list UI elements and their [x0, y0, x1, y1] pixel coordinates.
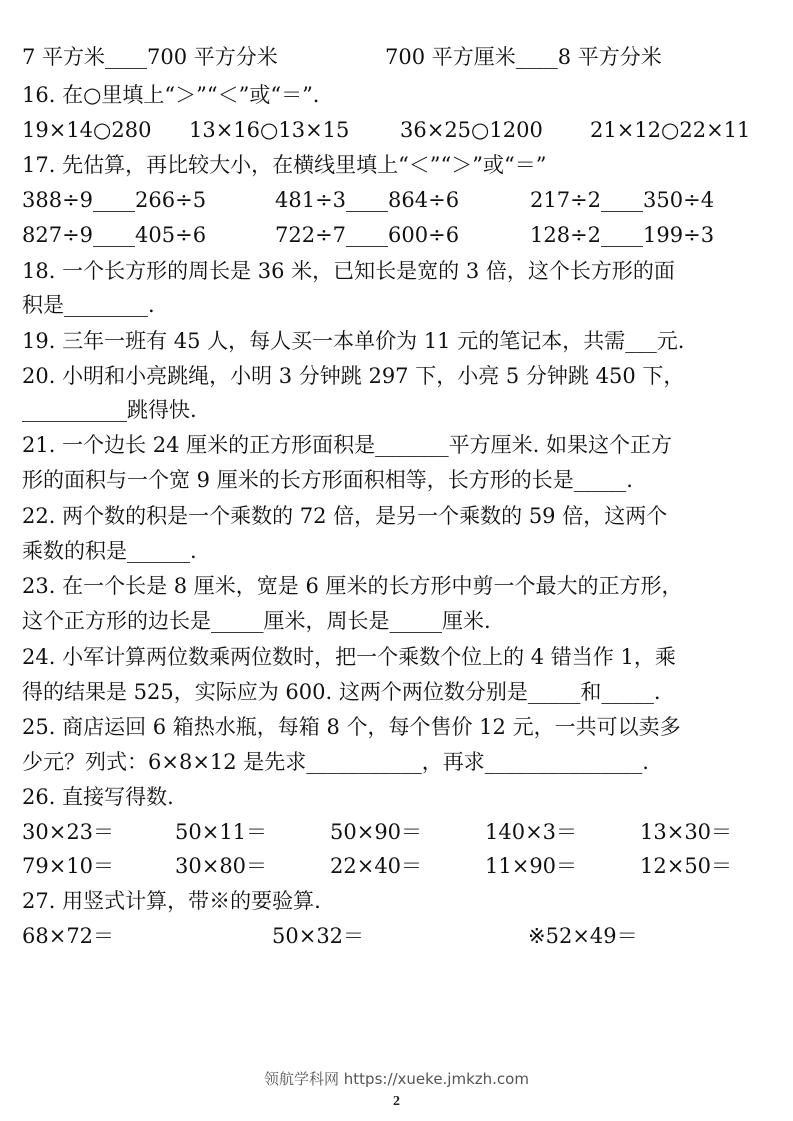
- q22-line2: 乘数的积是______.: [22, 539, 197, 563]
- q26-item: 140×3＝: [485, 820, 578, 844]
- watermark-url: 领航学科网 https://xueke.jmkzh.com: [264, 1070, 529, 1088]
- q17-item: 722÷7____600÷6: [275, 223, 460, 247]
- q26-item: 79×10＝: [22, 854, 115, 878]
- q17-item: 217÷2____350÷4: [530, 188, 715, 212]
- q21-line1: 21. 一个边长 24 厘米的正方形面积是_______平方厘米. 如果这个正方: [22, 433, 672, 457]
- q17-item: 128÷2____199÷3: [530, 223, 715, 247]
- q25-line2: 少元？列式：6×8×12 是先求___________，再求_______________.: [22, 750, 649, 774]
- q26-item: 22×40＝: [330, 854, 423, 878]
- q22-line1: 22. 两个数的积是一个乘数的 72 倍，是另一个乘数的 59 倍，这两个: [22, 504, 668, 528]
- q17-title: 17. 先估算，再比较大小，在横线里填上“＜”“＞”或“＝”: [22, 153, 547, 177]
- q17-item: 827÷9____405÷6: [22, 223, 207, 247]
- q27-item: 50×32＝: [272, 924, 365, 948]
- q23-line2: 这个正方形的边长是_____厘米，周长是_____厘米.: [22, 609, 491, 633]
- q16-item: 13×16○13×15: [189, 118, 350, 142]
- q26-item: 12×50＝: [640, 854, 733, 878]
- q20-line2: __________跳得快.: [22, 398, 197, 422]
- q16-item: 19×14○280: [22, 118, 152, 142]
- q15-left: 7 平方米____700 平方分米: [22, 45, 278, 69]
- q26-item: 13×30＝: [640, 820, 733, 844]
- q26-item: 30×23＝: [22, 820, 115, 844]
- q26-item: 11×90＝: [485, 854, 578, 878]
- q20-line1: 20. 小明和小亮跳绳，小明 3 分钟跳 297 下，小亮 5 分钟跳 450 下，: [22, 364, 685, 388]
- q27-item: 68×72＝: [22, 924, 115, 948]
- q27-title: 27. 用竖式计算，带※的要验算.: [22, 889, 321, 913]
- q26-item: 50×90＝: [330, 820, 423, 844]
- q18-line1: 18. 一个长方形的周长是 36 米，已知长是宽的 3 倍，这个长方形的面: [22, 259, 675, 283]
- q26-item: 50×11＝: [175, 820, 268, 844]
- q21-line2: 形的面积与一个宽 9 厘米的长方形面积相等，长方形的长是_____.: [22, 468, 633, 492]
- q16-title: 16. 在○里填上“＞”“＜”或“＝”.: [22, 83, 320, 107]
- q19-line1: 19. 三年一班有 45 人，每人买一本单价为 11 元的笔记本，共需___元.: [22, 329, 685, 353]
- q17-item: 388÷9____266÷5: [22, 188, 207, 212]
- q24-line1: 24. 小军计算两位数乘两位数时，把一个乘数个位上的 4 错当作 1，乘: [22, 645, 676, 669]
- q16-item: 36×25○1200: [400, 118, 543, 142]
- q18-line2: 积是________.: [22, 293, 155, 317]
- q25-line1: 25. 商店运回 6 箱热水瓶，每箱 8 个，每个售价 12 元，一共可以卖多: [22, 715, 681, 739]
- q16-item: 21×12○22×11: [590, 118, 751, 142]
- q15-right: 700 平方厘米____8 平方分米: [385, 45, 662, 69]
- q27-item: ※52×49＝: [528, 924, 638, 948]
- q17-item: 481÷3____864÷6: [275, 188, 460, 212]
- q24-line2: 得的结果是 525，实际应为 600. 这两个两位数分别是_____和_____.: [22, 680, 661, 704]
- q26-title: 26. 直接写得数.: [22, 785, 174, 809]
- page-number: 2: [393, 1094, 400, 1109]
- q23-line1: 23. 在一个长是 8 厘米，宽是 6 厘米的长方形中剪一个最大的正方形，: [22, 574, 683, 598]
- q26-item: 30×80＝: [175, 854, 268, 878]
